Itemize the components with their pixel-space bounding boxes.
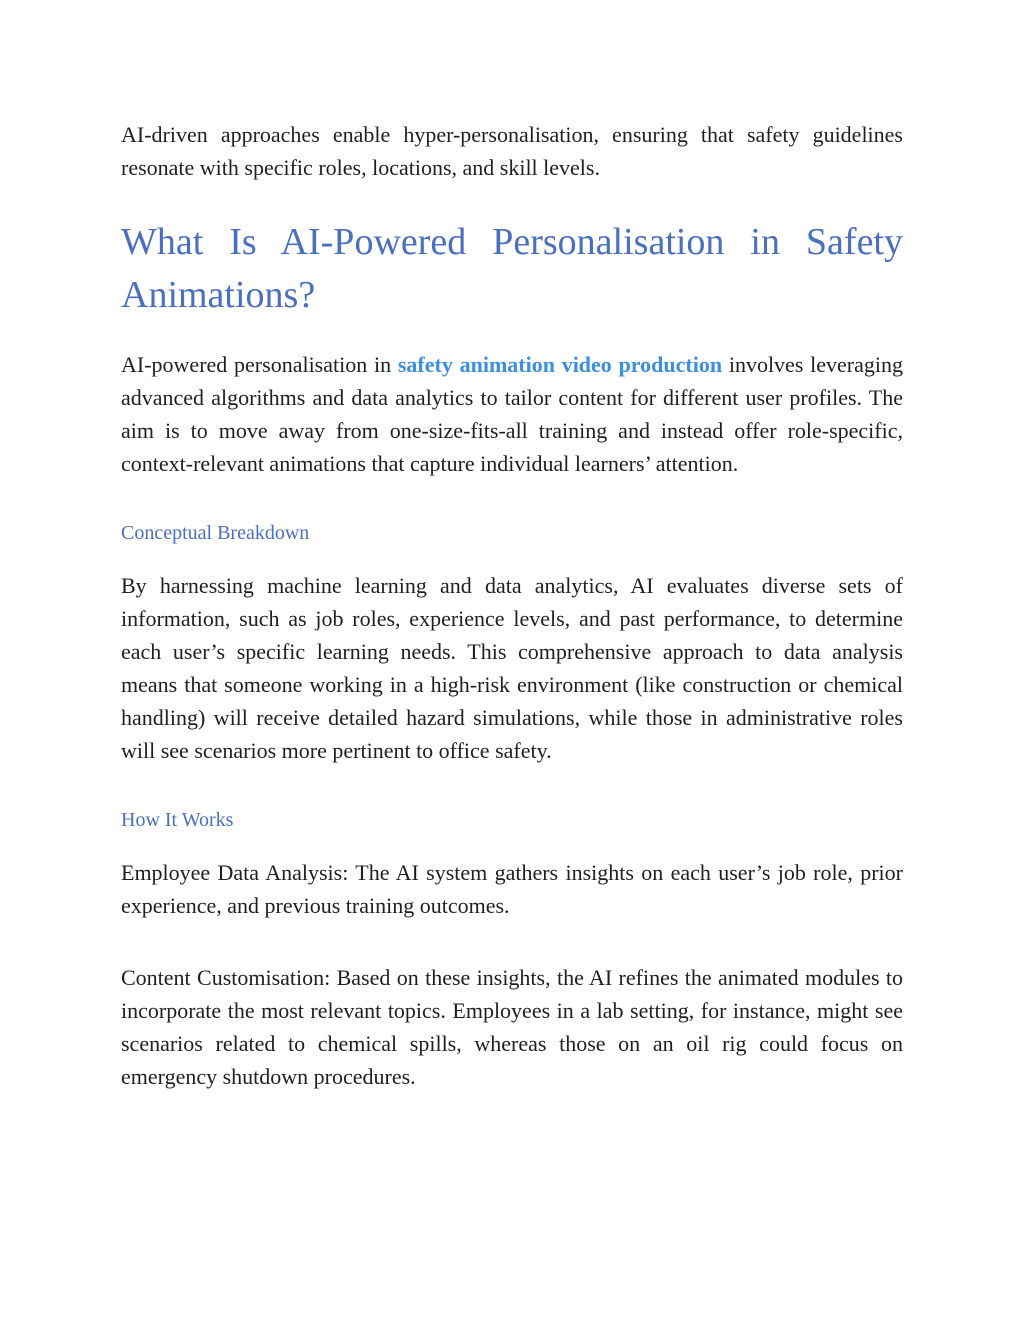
document-page bbox=[121, 118, 903, 1093]
subheading-conceptual-breakdown: Conceptual Breakdown bbox=[121, 522, 310, 544]
paragraph-text-after-link: involves leveraging advanced algorithms and data analytics to tailor content for different user profiles. The aim is to move away from one-size-fits-all training and instead offer role-specific, context-relevant animations that capture individual learners’ attention. bbox=[121, 352, 903, 476]
paragraph-conceptual-breakdown: By harnessing machine learning and data analytics, AI evaluates diverse sets of information, such as job roles, experience levels, and past performance, to determine each user’s specific learning needs. This comprehensive approach to data analysis means that someone working in a high-risk environment (like construction or chemical handling) will receive detailed hazard simulations, while those in administrative roles will see scenarios more pertinent to office safety. bbox=[121, 573, 903, 763]
paragraph-content-customisation: Content Customisation: Based on these insights, the AI refines the animated modules to incorporate the most relevant topics. Employees in a lab setting, for instance, might see scenarios related to chemical spills, whereas those on an oil rig could focus on emergency shutdown procedures. bbox=[121, 965, 903, 1089]
subheading-how-it-works: How It Works bbox=[121, 809, 234, 831]
intro-paragraph: AI-driven approaches enable hyper-personalisation, ensuring that safety guidelines resonate with specific roles, locations, and skill levels. bbox=[121, 122, 903, 180]
paragraph-employee-data-analysis: Employee Data Analysis: The AI system gathers insights on each user’s job role, prior experience, and previous training outcomes. bbox=[121, 860, 903, 918]
section-heading: What Is AI-Powered Personalisation in Safety Animations? bbox=[121, 221, 903, 316]
paragraph-text-before-link: AI-powered personalisation in bbox=[121, 352, 398, 377]
paragraph-ai-personalisation bbox=[121, 348, 903, 480]
safety-animation-link[interactable]: safety animation video production bbox=[397, 352, 723, 377]
